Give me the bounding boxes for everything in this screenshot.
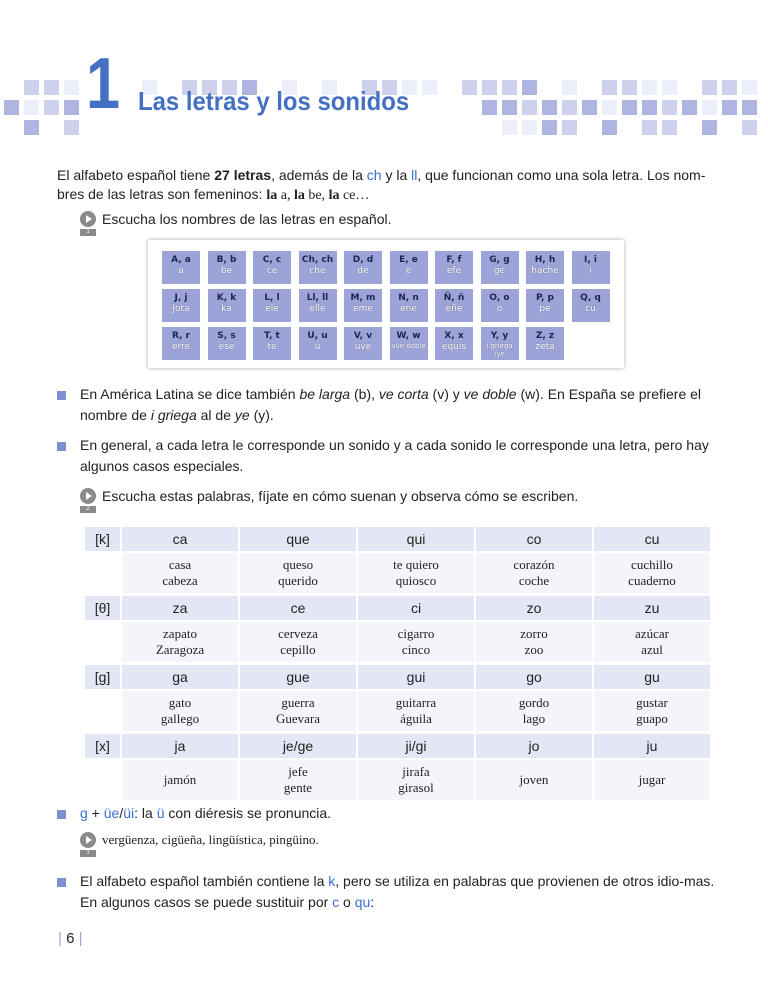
letter: Ll, ll — [306, 293, 329, 303]
decorative-square — [742, 120, 757, 135]
letter-cell[interactable] — [344, 327, 382, 360]
syllable-cell: qui — [358, 527, 474, 551]
example-word: gustar — [636, 695, 668, 710]
track-number: 2 — [80, 506, 96, 513]
example-words-cell — [358, 622, 474, 662]
example-words-cell — [240, 760, 356, 800]
example-word: cabeza — [162, 573, 198, 588]
audio-track-1[interactable] — [80, 211, 392, 235]
decorative-square — [522, 80, 537, 95]
syllable-cell: ci — [358, 596, 474, 620]
example-word: te quiero — [393, 557, 439, 572]
letter-name: e — [405, 266, 412, 276]
syllable-cell: je/ge — [240, 734, 356, 758]
letter-name: uve doble — [391, 342, 426, 350]
decorative-square — [462, 80, 477, 95]
decorative-square — [742, 100, 757, 115]
audio-instruction: Escucha estas palabras, fíjate en cómo suenan y observa cómo se escriben. — [102, 488, 579, 504]
example-word: jirafa — [402, 764, 430, 779]
example-words-cell — [476, 760, 592, 800]
decorative-square — [502, 80, 517, 95]
audio-track-3[interactable] — [80, 832, 319, 856]
decorative-square — [662, 80, 677, 95]
example-word: queso — [282, 557, 314, 572]
decorative-square — [602, 120, 617, 135]
decorative-square — [502, 120, 517, 135]
letter-name: ese — [218, 342, 235, 352]
letter: U, u — [307, 331, 328, 341]
decorative-square — [562, 120, 577, 135]
decorative-square — [482, 80, 497, 95]
syllable-cell: ce — [240, 596, 356, 620]
letter-cell[interactable] — [526, 289, 564, 322]
example-word: zoo — [524, 642, 544, 657]
example-word: coche — [518, 573, 550, 588]
example-words-cell — [476, 553, 592, 593]
decorative-square — [24, 100, 39, 115]
letter-name: equis — [441, 342, 467, 352]
letter-name: a — [178, 266, 184, 276]
syllable-cell: que — [240, 527, 356, 551]
decorative-square — [602, 80, 617, 95]
letter: E, e — [399, 255, 418, 265]
letter-cell[interactable] — [253, 327, 291, 360]
letter-cell[interactable] — [344, 289, 382, 322]
example-word: quiosco — [395, 573, 437, 588]
letter-name: pe — [539, 304, 551, 314]
letter: B, b — [216, 255, 237, 265]
example-words-cell — [122, 691, 238, 731]
letter: W, w — [396, 331, 421, 341]
decorative-square — [582, 100, 597, 115]
syllable-cell: ja — [122, 734, 238, 758]
letter-name: de — [357, 266, 369, 276]
example-words-cell — [358, 760, 474, 800]
letter-name: cu — [585, 304, 596, 314]
letter-cell[interactable] — [435, 251, 473, 284]
letter-cell[interactable] — [344, 251, 382, 284]
decorative-square — [742, 80, 757, 95]
example-words-cell — [594, 622, 710, 662]
decorative-square — [64, 120, 79, 135]
letter: N, n — [398, 293, 419, 303]
decorative-square — [44, 80, 59, 95]
decorative-square — [662, 120, 677, 135]
bullet-icon — [57, 442, 66, 451]
example-words-cell — [358, 553, 474, 593]
letter-name: ka — [221, 304, 232, 314]
letter: P, p — [536, 293, 554, 303]
sound-label: [g] — [85, 665, 120, 689]
decorative-square — [4, 100, 19, 115]
letter: Q, q — [580, 293, 601, 303]
example-word: azul — [641, 642, 663, 657]
letter-cell[interactable] — [435, 289, 473, 322]
example-word: jefe — [288, 764, 308, 779]
play-icon[interactable] — [80, 488, 96, 512]
chapter-number: 1 — [86, 44, 117, 124]
example-word: Guevara — [275, 711, 321, 726]
example-word: cepillo — [280, 642, 316, 657]
syllable-cell: cu — [594, 527, 710, 551]
example-word: azúcar — [635, 626, 669, 641]
letter: L, l — [264, 293, 280, 303]
syllable-cell: ca — [122, 527, 238, 551]
intro-paragraph: El alfabeto español tiene 27 letras, además de la ch y la ll, que funcionan como una sola letra. Los nom-bres de las letras son femeninos: la a, la be, la ce… — [57, 167, 706, 203]
example-word: corazón — [513, 557, 555, 572]
example-word: Zaragoza — [155, 642, 205, 657]
syllable-cell: co — [476, 527, 592, 551]
letter-name: ele — [265, 304, 279, 314]
example-words-cell — [358, 691, 474, 731]
example-word: cerveza — [278, 626, 318, 641]
example-word: guerra — [281, 695, 315, 710]
decorative-square — [64, 100, 79, 115]
letter: R, r — [171, 331, 191, 341]
letter-name: i griega /ye — [486, 342, 513, 358]
example-words-cell — [594, 553, 710, 593]
letter-cell[interactable] — [253, 251, 291, 284]
syllable-cell: ji/gi — [358, 734, 474, 758]
letter-name: hache — [531, 266, 559, 276]
track-number: 1 — [80, 229, 96, 236]
decorative-square — [642, 80, 657, 95]
letter: Z, z — [535, 331, 555, 341]
letter-name: ce — [266, 266, 278, 276]
decorative-square — [722, 80, 737, 95]
example-word: joven — [519, 772, 549, 787]
example-words-cell — [240, 553, 356, 593]
example-word: cinco — [401, 642, 431, 657]
play-icon[interactable] — [80, 211, 96, 235]
decorative-square — [542, 120, 557, 135]
letter-cell[interactable] — [162, 289, 200, 322]
letter: K, k — [216, 293, 237, 303]
letter-cell[interactable] — [481, 251, 519, 284]
letter-name: erre — [171, 342, 191, 352]
alphabet-grid — [148, 240, 624, 368]
syllable-cell: gui — [358, 665, 474, 689]
decorative-square — [562, 80, 577, 95]
audio-track-2[interactable] — [80, 488, 579, 512]
decorative-square — [642, 100, 657, 115]
sound-label: [x] — [85, 734, 120, 758]
syllable-cell: jo — [476, 734, 592, 758]
letter-cell[interactable] — [390, 251, 428, 284]
bullet-icon — [57, 810, 66, 819]
example-word: gordo — [518, 695, 550, 710]
letter: F, f — [446, 255, 462, 265]
play-icon[interactable] — [80, 832, 96, 856]
example-word: girasol — [398, 780, 434, 795]
letter: J, j — [174, 293, 188, 303]
decorative-square — [24, 80, 39, 95]
letter-cell[interactable] — [572, 289, 610, 322]
letter-name: elle — [309, 304, 326, 314]
letter-cell[interactable] — [208, 327, 246, 360]
example-words-cell — [240, 622, 356, 662]
example-word: zapato — [163, 626, 197, 641]
example-words-cell — [476, 622, 592, 662]
letter: H, h — [534, 255, 556, 265]
decorative-square — [622, 100, 637, 115]
letter-cell[interactable] — [299, 251, 337, 284]
chapter-title: Las letras y los sonidos — [138, 86, 410, 116]
example-word: querido — [278, 573, 318, 588]
letter-cell[interactable] — [481, 289, 519, 322]
letter: Ch, ch — [301, 255, 334, 265]
letter: C, c — [262, 255, 282, 265]
example-word: gente — [283, 780, 313, 795]
letter: M, m — [350, 293, 376, 303]
sound-label: [k] — [85, 527, 120, 551]
example-word: guapo — [636, 711, 668, 726]
letter-name: efe — [446, 266, 462, 276]
decorative-square — [44, 100, 59, 115]
letter-cell[interactable] — [208, 251, 246, 284]
letter-name: jota — [172, 304, 190, 314]
letter-name: ge — [493, 266, 506, 276]
example-word: jamón — [163, 772, 197, 787]
example-words-cell — [122, 553, 238, 593]
track-number: 3 — [80, 850, 96, 857]
syllable-cell: gue — [240, 665, 356, 689]
letter: T, t — [264, 331, 280, 341]
letter: Ñ, ñ — [443, 293, 465, 303]
letter-cell[interactable] — [208, 289, 246, 322]
bullet-dieresis: g + üe/üi: la ü con diéresis se pronuncia. — [80, 805, 332, 821]
audio-words: vergüenza, cigüeña, lingüística, pingüino. — [102, 832, 319, 847]
decorative-square — [682, 100, 697, 115]
decorative-square — [642, 120, 657, 135]
bullet-icon — [57, 878, 66, 887]
letter-name: te — [267, 342, 277, 352]
letter: O, o — [489, 293, 510, 303]
letter-name: zeta — [535, 342, 555, 352]
decorative-square — [522, 100, 537, 115]
letter: G, g — [489, 255, 510, 265]
letter-cell[interactable] — [435, 327, 473, 360]
letter-name: i — [589, 266, 592, 276]
decorative-square — [702, 120, 717, 135]
letter: I, i — [584, 255, 597, 265]
example-words-cell — [240, 691, 356, 731]
decorative-square — [602, 100, 617, 115]
letter-cell[interactable] — [481, 327, 519, 360]
decorative-square — [722, 100, 737, 115]
syllable-cell: zu — [594, 596, 710, 620]
decorative-square — [702, 80, 717, 95]
sound-label: [θ] — [85, 596, 120, 620]
decorative-square — [542, 100, 557, 115]
decorative-square — [64, 80, 79, 95]
audio-instruction: Escucha los nombres de las letras en español. — [102, 211, 392, 227]
letter-name: eñe — [445, 304, 463, 314]
letter: D, d — [352, 255, 374, 265]
example-words-cell — [476, 691, 592, 731]
letter-name: o — [496, 304, 503, 314]
example-words-cell — [122, 622, 238, 662]
bullet-icon — [57, 391, 66, 400]
syllable-cell: za — [122, 596, 238, 620]
example-word: lago — [522, 711, 546, 726]
example-word: gallego — [160, 711, 200, 726]
example-word: cigarro — [397, 626, 435, 641]
letter-cell[interactable] — [390, 327, 428, 360]
decorative-square — [482, 100, 497, 115]
example-word: cuchillo — [631, 557, 673, 572]
letter-cell[interactable] — [526, 251, 564, 284]
syllable-cell: ju — [594, 734, 710, 758]
letter-cell[interactable] — [299, 289, 337, 322]
syllable-cell: zo — [476, 596, 592, 620]
example-word: guitarra — [395, 695, 437, 710]
letter-name: uve — [354, 342, 372, 352]
letter: Y, y — [490, 331, 509, 341]
letter-name: be — [220, 266, 233, 276]
decorative-square — [702, 100, 717, 115]
letter-cell[interactable] — [162, 327, 200, 360]
letter-cell[interactable] — [526, 327, 564, 360]
syllable-cell: ga — [122, 665, 238, 689]
bullet-letter-names: En América Latina se dice también be larga (b), ve corta (v) y ve doble (w). En España se prefiere el nombre de i griega al de ye (y). — [80, 386, 702, 423]
letter-cell[interactable] — [390, 289, 428, 322]
example-word: casa — [168, 557, 192, 572]
example-words-cell — [594, 691, 710, 731]
example-word: jugar — [638, 772, 666, 787]
letter-name: u — [314, 342, 321, 352]
letter-cell[interactable] — [572, 251, 610, 284]
letter: X, x — [444, 331, 464, 341]
syllable-cell: go — [476, 665, 592, 689]
decorative-square — [562, 100, 577, 115]
decorative-square — [502, 100, 517, 115]
letter-name: ene — [400, 304, 417, 314]
page-number: | 6 | — [58, 930, 83, 947]
letter: S, s — [217, 331, 236, 341]
letter-name: che — [309, 266, 326, 276]
letter-cell[interactable] — [162, 251, 200, 284]
example-words-cell — [594, 760, 710, 800]
example-word: zorro — [520, 626, 548, 641]
bullet-special-cases: En general, a cada letra le corresponde un sonido y a cada sonido le corresponde una letra, pero hay algunos casos especiales. — [80, 437, 709, 474]
example-word: cuaderno — [628, 573, 676, 588]
decorative-square — [422, 80, 437, 95]
example-words-cell — [122, 760, 238, 800]
example-word: águila — [400, 711, 432, 726]
letter-cell[interactable] — [299, 327, 337, 360]
example-word: gato — [168, 695, 192, 710]
decorative-square — [622, 80, 637, 95]
letter-cell[interactable] — [253, 289, 291, 322]
syllable-cell: gu — [594, 665, 710, 689]
letter-name: eme — [353, 304, 373, 314]
decorative-square — [24, 120, 39, 135]
letter: A, a — [171, 255, 191, 265]
decorative-square — [522, 120, 537, 135]
letter: V, v — [353, 331, 373, 341]
decorative-square — [662, 100, 677, 115]
bullet-letter-k: El alfabeto español también contiene la k, pero se utiliza en palabras que provienen de otros idio-mas. En algunos casos se puede sustituir por c o qu: — [80, 873, 715, 910]
